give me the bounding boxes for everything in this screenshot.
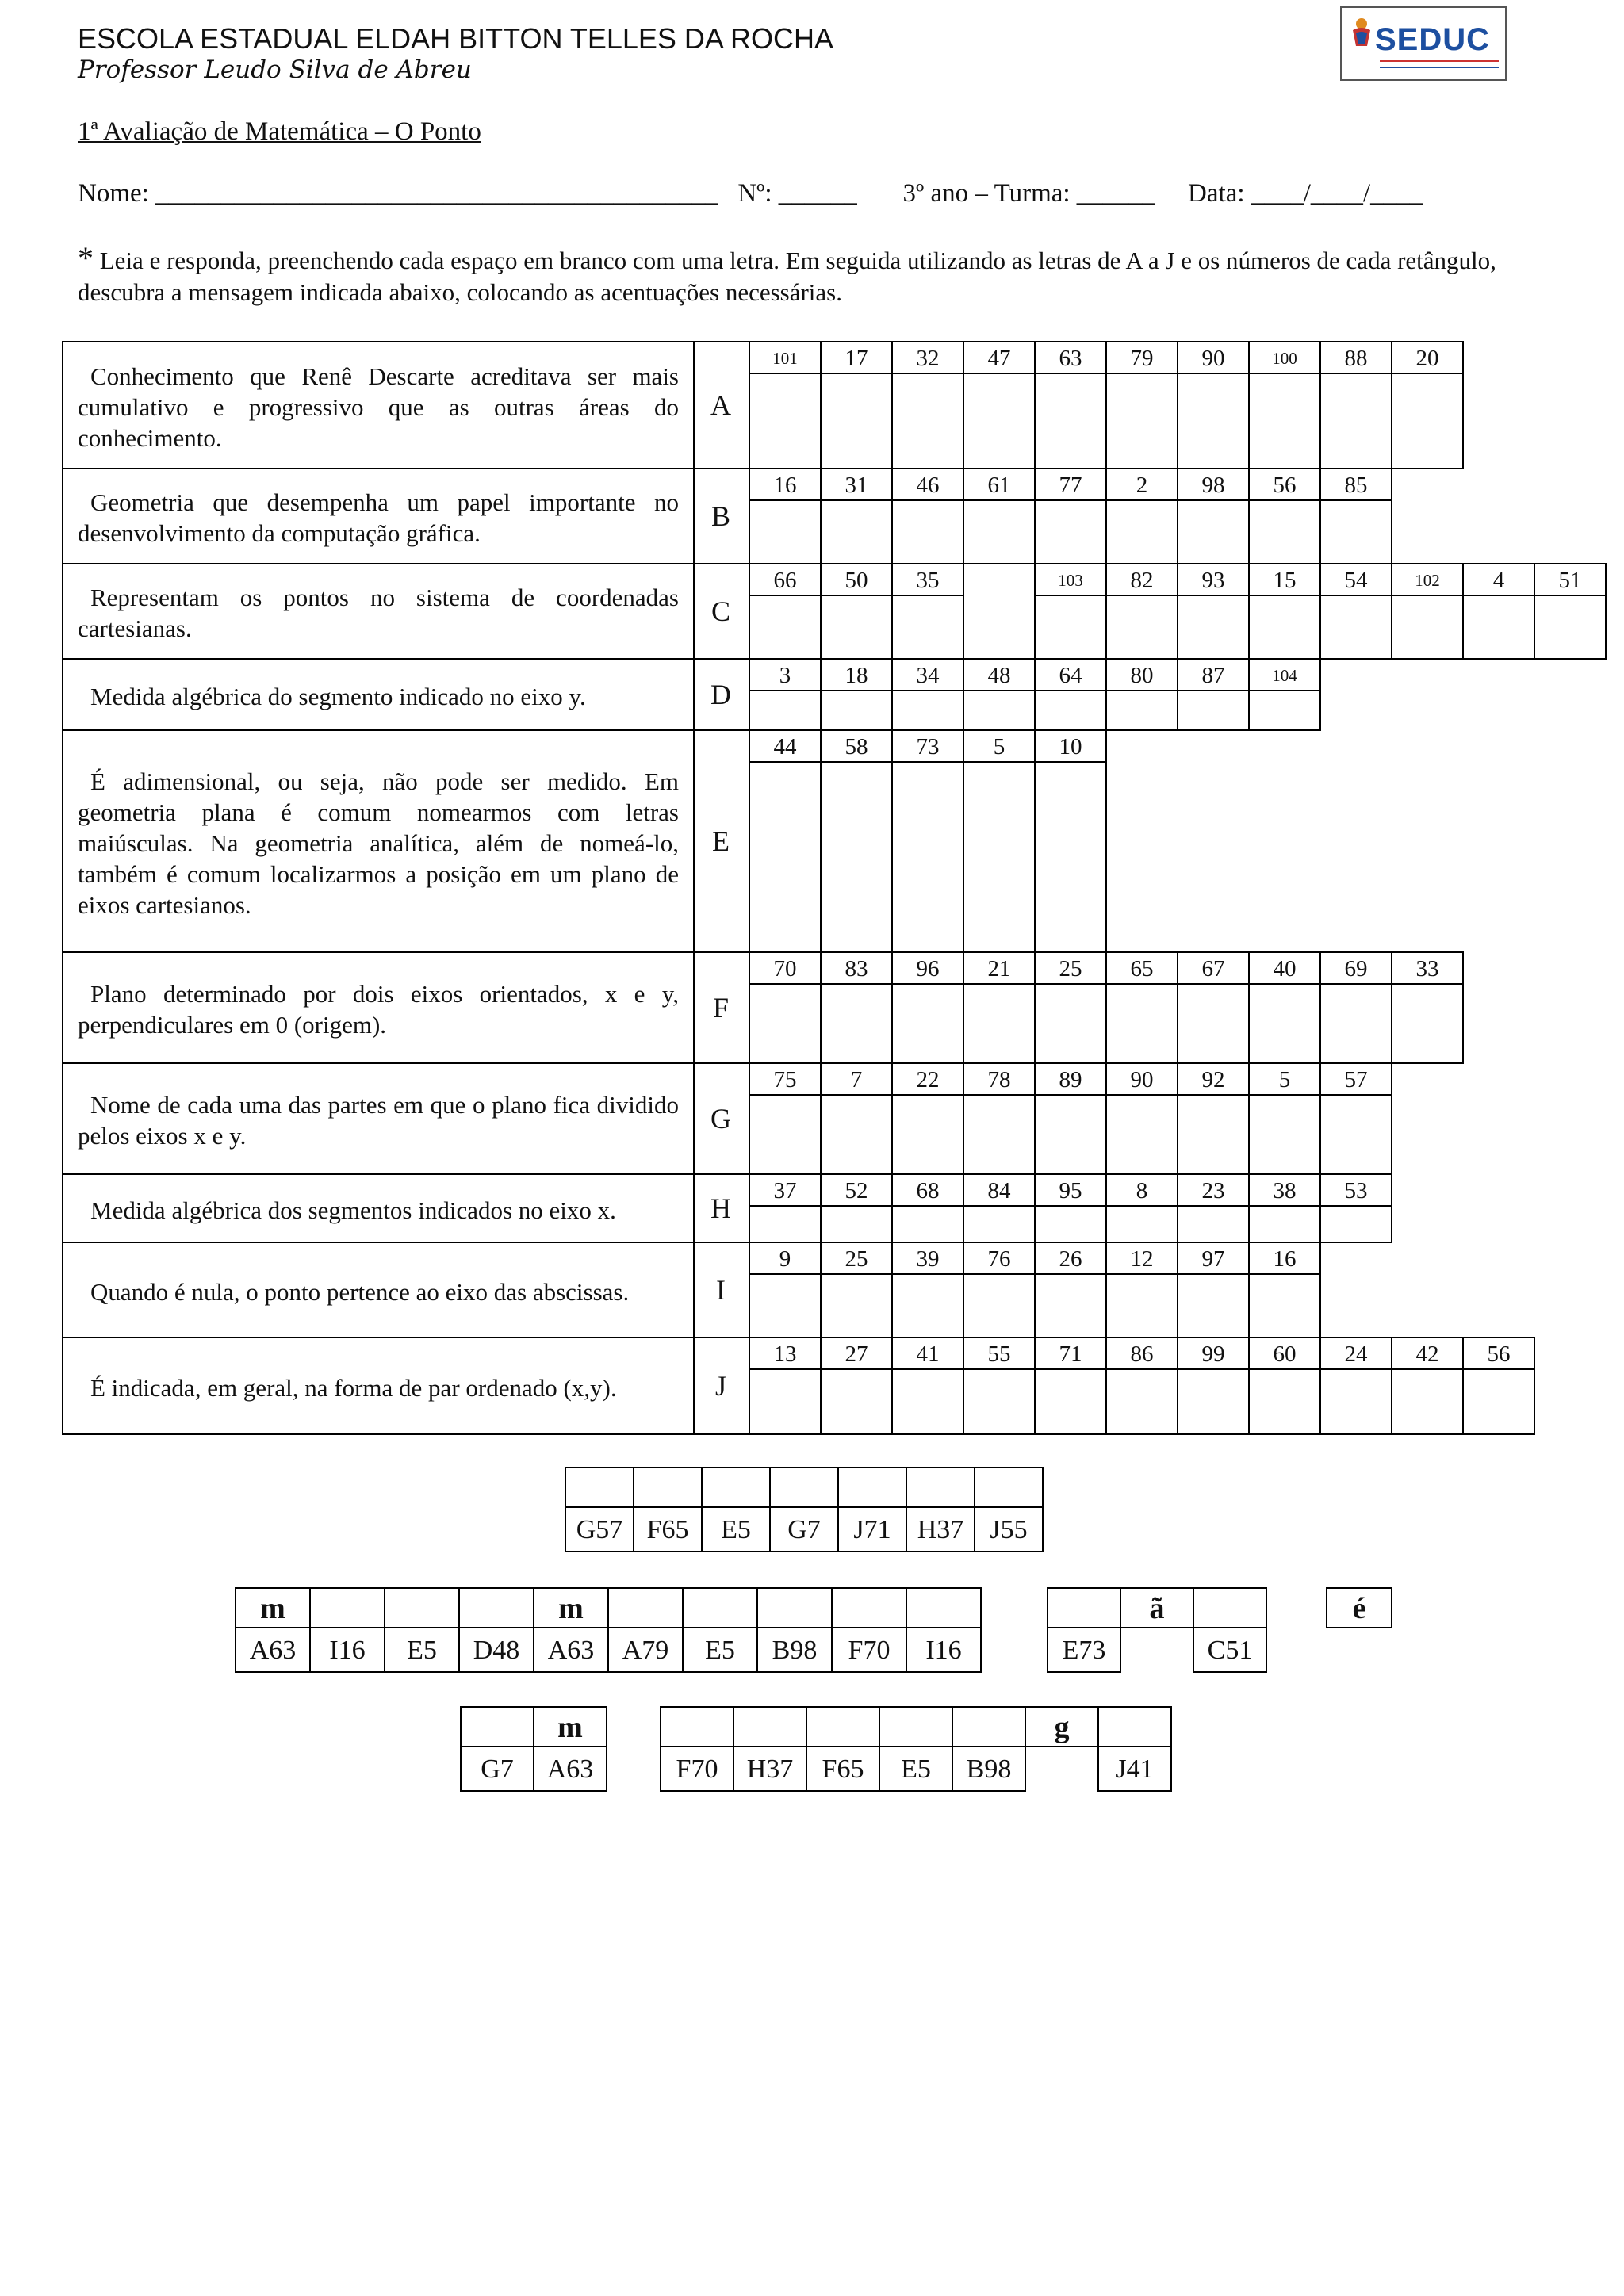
question-text-content: Nome de cada uma das partes em que o plano fica dividido pelos eixos x e y. bbox=[78, 1091, 679, 1150]
answer-box[interactable] bbox=[1177, 1368, 1250, 1435]
message-letter-box[interactable]: g bbox=[1025, 1706, 1099, 1747]
answer-box[interactable] bbox=[820, 1094, 893, 1175]
answer-number: 80 bbox=[1105, 658, 1178, 691]
answer-box[interactable] bbox=[891, 1368, 964, 1435]
message-code-box: G7 bbox=[460, 1747, 534, 1792]
answer-number: 16 bbox=[749, 468, 822, 501]
answer-number: 70 bbox=[749, 951, 822, 985]
answer-box[interactable] bbox=[1462, 595, 1535, 660]
message-letter-box[interactable] bbox=[769, 1467, 839, 1508]
message-code-box: I16 bbox=[309, 1628, 385, 1673]
answer-number: 82 bbox=[1105, 563, 1178, 596]
instructions-star: * bbox=[78, 240, 94, 276]
message-letter-box[interactable] bbox=[309, 1587, 385, 1628]
answer-number: 86 bbox=[1105, 1337, 1178, 1370]
answer-number: 71 bbox=[1034, 1337, 1107, 1370]
answer-box[interactable] bbox=[1320, 499, 1392, 564]
message-letter-box[interactable]: ã bbox=[1120, 1587, 1194, 1628]
message-letter-box[interactable] bbox=[837, 1467, 907, 1508]
answer-box[interactable] bbox=[1320, 373, 1392, 469]
answer-number: 84 bbox=[963, 1173, 1036, 1207]
message-letter-box[interactable] bbox=[906, 1587, 982, 1628]
answer-box[interactable] bbox=[1320, 1094, 1392, 1175]
answer-number: 54 bbox=[1320, 563, 1392, 596]
answer-box[interactable] bbox=[1248, 1368, 1321, 1435]
answer-box[interactable] bbox=[963, 1205, 1036, 1243]
message-letter-box[interactable] bbox=[1193, 1587, 1267, 1628]
seduc-logo-text: SEDUC bbox=[1375, 22, 1491, 57]
answer-number: 102 bbox=[1391, 563, 1464, 596]
answer-number: 56 bbox=[1248, 468, 1321, 501]
message-code-box: F65 bbox=[633, 1508, 703, 1552]
answer-number: 87 bbox=[1177, 658, 1250, 691]
answer-box[interactable] bbox=[1248, 1205, 1321, 1243]
message-code-box: E5 bbox=[701, 1508, 771, 1552]
answer-number: 66 bbox=[749, 563, 822, 596]
answer-box[interactable] bbox=[749, 1094, 822, 1175]
answer-number: 2 bbox=[1105, 468, 1178, 501]
message-code-box: H37 bbox=[906, 1508, 975, 1552]
answer-box[interactable] bbox=[1391, 595, 1464, 660]
answer-box[interactable] bbox=[820, 1368, 893, 1435]
answer-number: 27 bbox=[820, 1337, 893, 1370]
message-code-box: F70 bbox=[831, 1628, 907, 1673]
logo-underline bbox=[1380, 60, 1499, 68]
question-text bbox=[62, 468, 695, 564]
answer-number: 20 bbox=[1391, 341, 1464, 374]
answer-number: 23 bbox=[1177, 1173, 1250, 1207]
answer-box[interactable] bbox=[891, 1273, 964, 1338]
answer-box[interactable] bbox=[820, 373, 893, 469]
answer-number: 61 bbox=[963, 468, 1036, 501]
answer-box[interactable] bbox=[749, 1205, 822, 1243]
seduc-logo bbox=[1340, 6, 1507, 81]
answer-number: 60 bbox=[1248, 1337, 1321, 1370]
question-text bbox=[62, 951, 695, 1064]
answer-box[interactable] bbox=[1462, 1368, 1535, 1435]
answer-box[interactable] bbox=[1248, 983, 1321, 1064]
answer-number: 50 bbox=[820, 563, 893, 596]
message-code-box: G7 bbox=[769, 1508, 839, 1552]
answer-box[interactable] bbox=[1034, 373, 1107, 469]
question-letter: A bbox=[693, 341, 750, 469]
question-letter: F bbox=[693, 951, 750, 1064]
answer-box[interactable] bbox=[1248, 690, 1321, 731]
question-letter: D bbox=[693, 658, 750, 731]
message-letter-box[interactable] bbox=[906, 1467, 975, 1508]
message-code-box: D48 bbox=[458, 1628, 534, 1673]
answer-number: 97 bbox=[1177, 1242, 1250, 1275]
answer-number: 39 bbox=[891, 1242, 964, 1275]
message-letter-box[interactable] bbox=[952, 1706, 1026, 1747]
answer-number: 58 bbox=[820, 729, 893, 763]
answer-number: 65 bbox=[1105, 951, 1178, 985]
question-text-content: Geometria que desempenha um papel importante no desenvolvimento da computação gráfica. bbox=[78, 488, 679, 547]
answer-box[interactable] bbox=[820, 983, 893, 1064]
answer-number: 52 bbox=[820, 1173, 893, 1207]
question-letter: C bbox=[693, 563, 750, 660]
question-text bbox=[62, 658, 695, 731]
message-code-box: G57 bbox=[565, 1508, 634, 1552]
answer-box[interactable] bbox=[820, 499, 893, 564]
answer-box[interactable] bbox=[1034, 1094, 1107, 1175]
answer-number: 76 bbox=[963, 1242, 1036, 1275]
message-letter-box[interactable] bbox=[682, 1587, 758, 1628]
answer-number: 51 bbox=[1534, 563, 1607, 596]
answer-number: 101 bbox=[749, 341, 822, 374]
answer-box[interactable] bbox=[1034, 983, 1107, 1064]
answer-box[interactable] bbox=[1105, 1368, 1178, 1435]
answer-box[interactable] bbox=[1320, 1368, 1392, 1435]
answer-number: 53 bbox=[1320, 1173, 1392, 1207]
answer-box[interactable] bbox=[749, 690, 822, 731]
question-letter: B bbox=[693, 468, 750, 564]
question-text bbox=[62, 1062, 695, 1175]
message-code-box: J55 bbox=[974, 1508, 1044, 1552]
question-text-content: Representam os pontos no sistema de coordenadas cartesianas. bbox=[78, 584, 679, 642]
answer-box[interactable] bbox=[1177, 983, 1250, 1064]
answer-box[interactable] bbox=[1034, 1273, 1107, 1338]
answer-number: 103 bbox=[1034, 563, 1107, 596]
answer-box[interactable] bbox=[1177, 499, 1250, 564]
answer-number: 68 bbox=[891, 1173, 964, 1207]
answer-number: 48 bbox=[963, 658, 1036, 691]
message-letter-box[interactable] bbox=[660, 1706, 734, 1747]
answer-box[interactable] bbox=[1391, 983, 1464, 1064]
answer-number: 56 bbox=[1462, 1337, 1535, 1370]
message-letter-box[interactable] bbox=[756, 1587, 833, 1628]
answer-box[interactable] bbox=[1105, 373, 1178, 469]
answer-number: 90 bbox=[1177, 341, 1250, 374]
answer-number: 9 bbox=[749, 1242, 822, 1275]
answer-box[interactable] bbox=[963, 983, 1036, 1064]
answer-box[interactable] bbox=[1105, 983, 1178, 1064]
message-code-box: H37 bbox=[733, 1747, 807, 1792]
message-letter-box[interactable]: m bbox=[235, 1587, 311, 1628]
answer-number: 37 bbox=[749, 1173, 822, 1207]
answer-number: 32 bbox=[891, 341, 964, 374]
question-text bbox=[62, 341, 695, 469]
question-text-content: Medida algébrica do segmento indicado no eixo y. bbox=[90, 682, 586, 710]
answer-number: 15 bbox=[1248, 563, 1321, 596]
answer-box[interactable] bbox=[1248, 1273, 1321, 1338]
message-letter-box[interactable] bbox=[633, 1467, 703, 1508]
answer-number: 35 bbox=[891, 563, 964, 596]
message-letter-box[interactable]: m bbox=[533, 1587, 609, 1628]
question-text-content: Plano determinado por dois eixos orientados, x e y, perpendiculares em 0 (origem). bbox=[78, 980, 679, 1039]
answer-number: 10 bbox=[1034, 729, 1107, 763]
message-letter-box[interactable] bbox=[384, 1587, 460, 1628]
answer-box[interactable] bbox=[749, 761, 822, 953]
answer-box[interactable] bbox=[1248, 595, 1321, 660]
answer-box[interactable] bbox=[963, 1368, 1036, 1435]
answer-box[interactable] bbox=[1034, 595, 1107, 660]
answer-number: 5 bbox=[1248, 1062, 1321, 1096]
message-letter-box[interactable] bbox=[733, 1706, 807, 1747]
message-code-box: J41 bbox=[1097, 1747, 1172, 1792]
answer-number: 95 bbox=[1034, 1173, 1107, 1207]
answer-box[interactable] bbox=[963, 690, 1036, 731]
message-letter-box[interactable] bbox=[460, 1706, 534, 1747]
answer-number: 17 bbox=[820, 341, 893, 374]
answer-box[interactable] bbox=[891, 1094, 964, 1175]
answer-number: 41 bbox=[891, 1337, 964, 1370]
message-letter-box[interactable] bbox=[879, 1706, 953, 1747]
answer-number: 67 bbox=[1177, 951, 1250, 985]
answer-number: 83 bbox=[820, 951, 893, 985]
seduc-emblem-icon bbox=[1350, 16, 1373, 48]
message-code-box: J71 bbox=[837, 1508, 907, 1552]
answer-box[interactable] bbox=[1034, 499, 1107, 564]
answer-number: 21 bbox=[963, 951, 1036, 985]
answer-box[interactable] bbox=[891, 373, 964, 469]
answer-number: 31 bbox=[820, 468, 893, 501]
answer-number: 98 bbox=[1177, 468, 1250, 501]
question-letter: I bbox=[693, 1242, 750, 1338]
message-letter-box[interactable] bbox=[1097, 1706, 1172, 1747]
message-code-box: I16 bbox=[906, 1628, 982, 1673]
answer-box[interactable] bbox=[1105, 1205, 1178, 1243]
message-code-box: E5 bbox=[384, 1628, 460, 1673]
message-letter-box[interactable] bbox=[1047, 1587, 1121, 1628]
question-text bbox=[62, 729, 695, 953]
answer-number: 25 bbox=[820, 1242, 893, 1275]
question-text-content: É indicada, em geral, na forma de par ordenado (x,y). bbox=[90, 1373, 617, 1402]
answer-number: 92 bbox=[1177, 1062, 1250, 1096]
answer-box[interactable] bbox=[1320, 1205, 1392, 1243]
answer-box[interactable] bbox=[1105, 1273, 1178, 1338]
answer-box[interactable] bbox=[1034, 690, 1107, 731]
question-text-content: Quando é nula, o ponto pertence ao eixo das abscissas. bbox=[90, 1277, 630, 1306]
question-letter: H bbox=[693, 1173, 750, 1243]
question-letter: G bbox=[693, 1062, 750, 1175]
answer-number: 26 bbox=[1034, 1242, 1107, 1275]
answer-number: 100 bbox=[1248, 341, 1321, 374]
message-letter-box[interactable] bbox=[607, 1587, 684, 1628]
message-letter-box[interactable]: é bbox=[1326, 1587, 1392, 1628]
answer-box[interactable] bbox=[820, 761, 893, 953]
question-text bbox=[62, 563, 695, 660]
answer-number: 46 bbox=[891, 468, 964, 501]
answer-number: 57 bbox=[1320, 1062, 1392, 1096]
answer-box[interactable] bbox=[1105, 499, 1178, 564]
answer-number: 96 bbox=[891, 951, 964, 985]
message-letter-box[interactable] bbox=[974, 1467, 1044, 1508]
answer-box[interactable] bbox=[1391, 1368, 1464, 1435]
answer-box[interactable] bbox=[963, 373, 1036, 469]
question-text bbox=[62, 1173, 695, 1243]
answer-number: 24 bbox=[1320, 1337, 1392, 1370]
answer-box[interactable] bbox=[891, 1205, 964, 1243]
exam-title: 1ª Avaliação de Matemática – O Ponto bbox=[78, 117, 481, 146]
answer-box[interactable] bbox=[963, 1094, 1036, 1175]
answer-number: 18 bbox=[820, 658, 893, 691]
answer-box[interactable] bbox=[820, 595, 893, 660]
message-letter-box[interactable] bbox=[701, 1467, 771, 1508]
answer-box[interactable] bbox=[1177, 595, 1250, 660]
answer-box[interactable] bbox=[1248, 499, 1321, 564]
professor-name: Professor Leudo Silva de Abreu bbox=[78, 55, 472, 84]
instructions-text: Leia e responda, preenchendo cada espaço em branco com uma letra. Em seguida utilizando as letras de A a J e os números de cada retângulo, descubra a mensagem indicada abaixo, colocando as acentuações necessárias. bbox=[78, 247, 1496, 306]
answer-box[interactable] bbox=[891, 690, 964, 731]
answer-number: 38 bbox=[1248, 1173, 1321, 1207]
answer-number: 85 bbox=[1320, 468, 1392, 501]
student-fields-line: Nome: ___________________________________________ Nº: ______ 3º ano – Turma: ______ Data: ____/____/____ bbox=[78, 179, 1423, 208]
message-code-box: A63 bbox=[533, 1747, 607, 1792]
answer-box[interactable] bbox=[1034, 1368, 1107, 1435]
answer-number: 93 bbox=[1177, 563, 1250, 596]
answer-box[interactable] bbox=[1177, 1205, 1250, 1243]
question-text-content: Conhecimento que Renê Descarte acreditava ser mais cumulativo e progressivo que as outras áreas do conhecimento. bbox=[78, 362, 679, 452]
message-letter-box[interactable] bbox=[458, 1587, 534, 1628]
answer-box[interactable] bbox=[1034, 761, 1107, 953]
answer-number: 79 bbox=[1105, 341, 1178, 374]
answer-box[interactable] bbox=[1391, 373, 1464, 469]
answer-box[interactable] bbox=[963, 761, 1036, 953]
answer-box[interactable] bbox=[749, 595, 822, 660]
answer-box[interactable] bbox=[963, 1273, 1036, 1338]
answer-number: 16 bbox=[1248, 1242, 1321, 1275]
answer-box[interactable] bbox=[1320, 595, 1392, 660]
answer-box[interactable] bbox=[1534, 595, 1607, 660]
message-code-box: A63 bbox=[235, 1628, 311, 1673]
answer-box[interactable] bbox=[1105, 595, 1178, 660]
answer-box[interactable] bbox=[1248, 1094, 1321, 1175]
answer-box[interactable] bbox=[1105, 690, 1178, 731]
answer-number: 89 bbox=[1034, 1062, 1107, 1096]
answer-number: 78 bbox=[963, 1062, 1036, 1096]
answer-box[interactable] bbox=[1177, 1094, 1250, 1175]
message-letter-box[interactable] bbox=[565, 1467, 634, 1508]
question-text-content: Medida algébrica dos segmentos indicados no eixo x. bbox=[90, 1196, 616, 1224]
question-text bbox=[62, 1337, 695, 1435]
message-code-box: B98 bbox=[756, 1628, 833, 1673]
message-code-box: E5 bbox=[879, 1747, 953, 1792]
message-letter-box[interactable] bbox=[831, 1587, 907, 1628]
answer-number: 7 bbox=[820, 1062, 893, 1096]
question-text-content: É adimensional, ou seja, não pode ser medido. Em geometria plana é comum nomearmos com letras maiúsculas. Na geometria analítica, além de nomeá-lo, também é comum localizarmos a posição em um plano de eixos cartesianos. bbox=[78, 767, 679, 919]
answer-number: 13 bbox=[749, 1337, 822, 1370]
message-code-box: F70 bbox=[660, 1747, 734, 1792]
answer-number: 63 bbox=[1034, 341, 1107, 374]
message-code-box: A79 bbox=[607, 1628, 684, 1673]
instructions bbox=[78, 240, 1568, 308]
answer-box[interactable] bbox=[820, 1205, 893, 1243]
answer-number: 42 bbox=[1391, 1337, 1464, 1370]
question-letter: J bbox=[693, 1337, 750, 1435]
answer-box[interactable] bbox=[749, 373, 822, 469]
answer-box[interactable] bbox=[963, 499, 1036, 564]
message-code-box: C51 bbox=[1193, 1628, 1267, 1673]
answer-number: 22 bbox=[891, 1062, 964, 1096]
message-code-box: A63 bbox=[533, 1628, 609, 1673]
message-code-box: E73 bbox=[1047, 1628, 1121, 1673]
answer-number: 47 bbox=[963, 341, 1036, 374]
question-text bbox=[62, 1242, 695, 1338]
answer-number: 104 bbox=[1248, 658, 1321, 691]
answer-number: 44 bbox=[749, 729, 822, 763]
answer-box[interactable] bbox=[820, 1273, 893, 1338]
message-code-box: E5 bbox=[682, 1628, 758, 1673]
answer-number: 8 bbox=[1105, 1173, 1178, 1207]
school-name: ESCOLA ESTADUAL ELDAH BITTON TELLES DA ROCHA bbox=[78, 22, 833, 55]
answer-box[interactable] bbox=[820, 690, 893, 731]
answer-number: 5 bbox=[963, 729, 1036, 763]
answer-box[interactable] bbox=[1177, 690, 1250, 731]
answer-box[interactable] bbox=[1177, 373, 1250, 469]
answer-box[interactable] bbox=[749, 983, 822, 1064]
answer-number: 77 bbox=[1034, 468, 1107, 501]
question-letter: E bbox=[693, 729, 750, 953]
message-code-box: B98 bbox=[952, 1747, 1026, 1792]
answer-box[interactable] bbox=[891, 983, 964, 1064]
answer-number: 88 bbox=[1320, 341, 1392, 374]
answer-number: 73 bbox=[891, 729, 964, 763]
answer-box[interactable] bbox=[1320, 983, 1392, 1064]
answer-box[interactable] bbox=[1177, 1273, 1250, 1338]
answer-box[interactable] bbox=[1248, 373, 1321, 469]
answer-box[interactable] bbox=[891, 761, 964, 953]
answer-box[interactable] bbox=[1105, 1094, 1178, 1175]
answer-box[interactable] bbox=[891, 499, 964, 564]
answer-number: 34 bbox=[891, 658, 964, 691]
answer-number: 40 bbox=[1248, 951, 1321, 985]
answer-number: 4 bbox=[1462, 563, 1535, 596]
answer-number: 99 bbox=[1177, 1337, 1250, 1370]
answer-number: 64 bbox=[1034, 658, 1107, 691]
message-code-box: F65 bbox=[806, 1747, 880, 1792]
answer-number: 90 bbox=[1105, 1062, 1178, 1096]
answer-number: 33 bbox=[1391, 951, 1464, 985]
message-letter-box[interactable]: m bbox=[533, 1706, 607, 1747]
answer-number: 3 bbox=[749, 658, 822, 691]
answer-box[interactable] bbox=[1034, 1205, 1107, 1243]
answer-box[interactable] bbox=[891, 595, 964, 660]
answer-box[interactable] bbox=[749, 1273, 822, 1338]
answer-number: 75 bbox=[749, 1062, 822, 1096]
message-letter-box[interactable] bbox=[806, 1706, 880, 1747]
answer-number: 12 bbox=[1105, 1242, 1178, 1275]
answer-number: 55 bbox=[963, 1337, 1036, 1370]
answer-box[interactable] bbox=[749, 1368, 822, 1435]
answer-number: 25 bbox=[1034, 951, 1107, 985]
answer-box[interactable] bbox=[749, 499, 822, 564]
answer-number: 69 bbox=[1320, 951, 1392, 985]
